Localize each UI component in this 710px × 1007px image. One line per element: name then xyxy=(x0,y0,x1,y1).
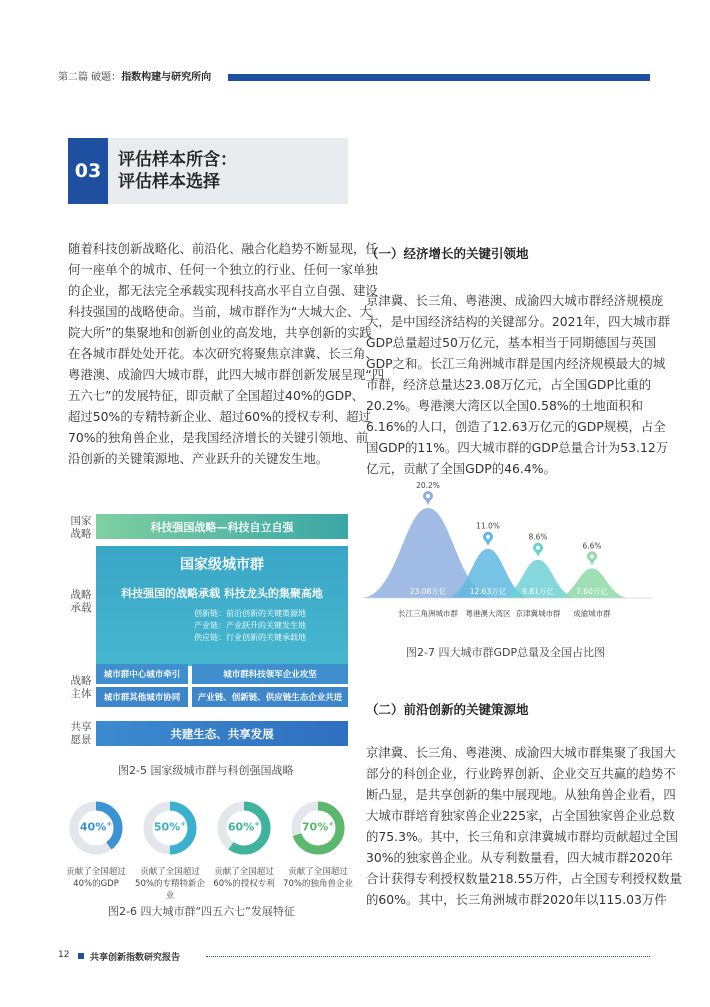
innovation-paragraph xyxy=(366,742,682,910)
chain-item: 产业链：产业跃升的关键发生地 xyxy=(194,621,306,630)
donut-label: 贡献了全国超过 60%的授权专利 xyxy=(213,867,275,889)
gdp-share-label: 11.0% xyxy=(476,521,500,531)
donut-percent: 50%+ xyxy=(153,820,187,834)
breadcrumb-title: 指数构建与研究所向 xyxy=(121,72,212,83)
figure-caption: 图2-6 四大城市群“四五六七”发展特征 xyxy=(108,905,295,918)
text-line: 粤港澳、成渝四大城市群，此四大城市群创新发展呈现“四 xyxy=(68,367,385,382)
text-line: 部分的科创企业，行业跨界创新、企业交互共赢的趋势不 xyxy=(366,766,676,781)
text-line: 市群，经济总量达23.08万亿元，占全国GDP比重的 xyxy=(366,377,652,392)
subject-box: 城市群中心城市牵引 xyxy=(96,664,188,684)
section-number: 03 xyxy=(68,138,108,204)
pin-dot xyxy=(426,494,430,498)
text-line: 的75.3%。其中，长三角和京津冀城市群均贡献超过全国 xyxy=(366,829,678,844)
location-pin-icon xyxy=(483,532,493,546)
section-title-line2: 评估样本选择 xyxy=(118,172,220,192)
location-pin-icon xyxy=(533,543,543,557)
text-line: GDP总量超过50万亿元，基本相当于同期德国与英国 xyxy=(366,335,657,350)
figure-caption: 图2-5 国家级城市群与科创强国战略 xyxy=(118,764,294,777)
text-line: 6.16%的人口，创造了12.63万亿元的GDP规模，占全 xyxy=(366,419,666,434)
text-line: 亿元，贡献了全国GDP的46.4%。 xyxy=(366,461,556,476)
economy-paragraph xyxy=(366,290,671,479)
subsection-heading: （二）前沿创新的关键策源地 xyxy=(366,702,529,717)
text-line: 断凸显，是共享创新的集中展现地。从独角兽企业看，四 xyxy=(366,787,676,802)
pin-tip xyxy=(589,559,595,565)
subsection-heading: （一）经济增长的关键引领地 xyxy=(366,246,529,261)
donut-label: 贡献了全国超过 70%的独角兽企业 xyxy=(283,867,353,889)
chain-item: 创新链：前沿创新的关键策源地 xyxy=(194,609,306,618)
gdp-share-label: 6.6% xyxy=(582,541,602,551)
gdp-category-label: 成渝城市群 xyxy=(573,609,611,618)
section-title xyxy=(118,149,237,193)
text-line: 大，是中国经济结构的关键部分。2021年，四大城市群 xyxy=(366,314,671,329)
gdp-share-label: 8.6% xyxy=(528,532,548,542)
location-pin-icon xyxy=(587,551,597,565)
donut-label: 贡献了全国超过 40%的GDP xyxy=(66,867,126,889)
row-label-vision: 共享 愿景 xyxy=(70,721,92,746)
text-line: 超过50%的专精特新企业、超过60%的授权专利、超过 xyxy=(68,409,371,424)
pin-dot xyxy=(590,554,594,558)
text-line: 何一座单个的城市、任何一个独立的行业、任何一家单独 xyxy=(68,262,378,277)
gdp-value-label: 9.81万亿 xyxy=(522,587,554,596)
location-pin-icon xyxy=(423,491,433,505)
page-number: 12 xyxy=(58,950,70,960)
breadcrumb-part: 第二篇 破题： xyxy=(58,72,122,83)
text-line: 20.2%。粤港澳大湾区以全国0.58%的土地面积和 xyxy=(366,398,643,413)
row-label-subject: 战略 主体 xyxy=(70,675,92,700)
row-label-strategy: 国家 战略 xyxy=(70,515,92,540)
vision-box: 共建生态、共享发展 xyxy=(96,721,348,746)
strategy-diagram xyxy=(68,514,350,754)
page-header xyxy=(58,70,650,86)
city-cluster-title: 国家级城市群 xyxy=(180,557,264,573)
pin-tip xyxy=(425,499,431,505)
footer-title: 共享创新指数研究报告 xyxy=(90,953,181,963)
pin-dot xyxy=(536,546,540,550)
gdp-category-label: 粤港澳大湾区 xyxy=(465,609,511,618)
text-line: 院大所”的集聚地和创新创业的高发地，共享创新的实践 xyxy=(68,325,372,340)
gdp-value-label: 7.60万亿 xyxy=(576,587,608,596)
pin-tip xyxy=(485,540,491,546)
national-strategy-box: 科技强国战略—科技自立自强 xyxy=(96,514,348,539)
donut-chart xyxy=(216,800,272,856)
text-line: 京津冀、长三角、粤港澳、成渝四大城市群经济规模庞 xyxy=(366,293,664,308)
text-line: 沿创新的关键策源地、产业跃升的关键发生地。 xyxy=(68,451,329,466)
donut-percent: 40%+ xyxy=(79,820,113,834)
donut-chart xyxy=(290,800,346,856)
donut-label: 贡献了全国超过 50%的专精特新企业 xyxy=(135,867,205,901)
text-line: 京津冀、长三角、粤港澳、成渝四大城市群集聚了我国大 xyxy=(366,745,676,760)
text-line: 科技强国的战略使命。当前，城市群作为“大城大企、大 xyxy=(68,304,372,319)
text-line: 五六七”的发展特征，即贡献了全国超过40%的GDP、 xyxy=(68,388,364,403)
gdp-value-label: 23.08万亿 xyxy=(409,587,447,596)
gdp-category-label: 京津冀城市群 xyxy=(515,609,561,618)
subject-box: 城市群科技领军企业攻坚 xyxy=(192,664,348,684)
text-line: 30%的独家兽企业。从专利数量看，四大城市群2020年 xyxy=(366,850,673,865)
gdp-mountain-chart xyxy=(366,481,652,622)
intro-paragraph xyxy=(68,238,385,469)
donut-chart xyxy=(142,800,198,856)
city-cluster-subtitle: 科技强国的战略承载 科技龙头的集聚高地 xyxy=(121,587,323,600)
text-line: 国GDP的11%。四大城市群的GDP总量合计为53.12万 xyxy=(366,440,669,455)
pin-tip xyxy=(535,551,541,557)
page-footer xyxy=(58,950,650,964)
row-label-support: 战略 承载 xyxy=(70,589,92,614)
donut-chart xyxy=(68,800,124,856)
footer-rule xyxy=(206,956,650,957)
gdp-category-label: 长江三角洲城市群 xyxy=(398,609,458,618)
text-line: 的企业，都无法完全承载实现科技高水平自立自强、建设 xyxy=(68,283,378,298)
text-line: 合计获得专利授权数量218.55万件，占全国专利授权数量 xyxy=(366,871,682,886)
city-cluster-box xyxy=(96,546,348,666)
subject-box: 产业链、创新链、供应链生态企业共进 xyxy=(192,687,348,707)
text-line: 大城市群培育独家兽企业225家，占全国独家兽企业总数 xyxy=(366,808,675,823)
figure-caption: 图2-7 四大城市群GDP总量及全国占比图 xyxy=(406,646,606,659)
text-line: 70%的独角兽企业，是我国经济增长的关键引领地、前 xyxy=(68,430,369,445)
section-title-block xyxy=(68,138,348,204)
footer-square-icon xyxy=(78,953,84,959)
text-line: 在各城市群处处开花。本次研究将聚焦京津冀、长三角、 xyxy=(68,346,378,361)
breadcrumb xyxy=(58,70,211,86)
text-line: GDP之和。长江三角洲城市群是国内经济规模最大的城 xyxy=(366,356,666,371)
chain-item: 供应链：行业创新的关键承载地 xyxy=(194,633,306,642)
gdp-share-label: 20.2% xyxy=(416,481,440,490)
pin-dot xyxy=(486,535,490,539)
donut-percent: 70%+ xyxy=(301,820,335,834)
gdp-value-label: 12.63万亿 xyxy=(469,587,507,596)
subject-box: 城市群其他城市协同 xyxy=(96,687,188,707)
section-title-line1: 评估样本所含： xyxy=(118,150,237,170)
text-line: 随着科技创新战略化、前沿化、融合化趋势不断显现，任 xyxy=(68,241,378,256)
text-line: 的60%。其中，长三角洲城市群2020年以115.03万件 xyxy=(366,892,667,907)
donut-percent: 60%+ xyxy=(227,820,261,834)
header-bar xyxy=(228,74,650,81)
